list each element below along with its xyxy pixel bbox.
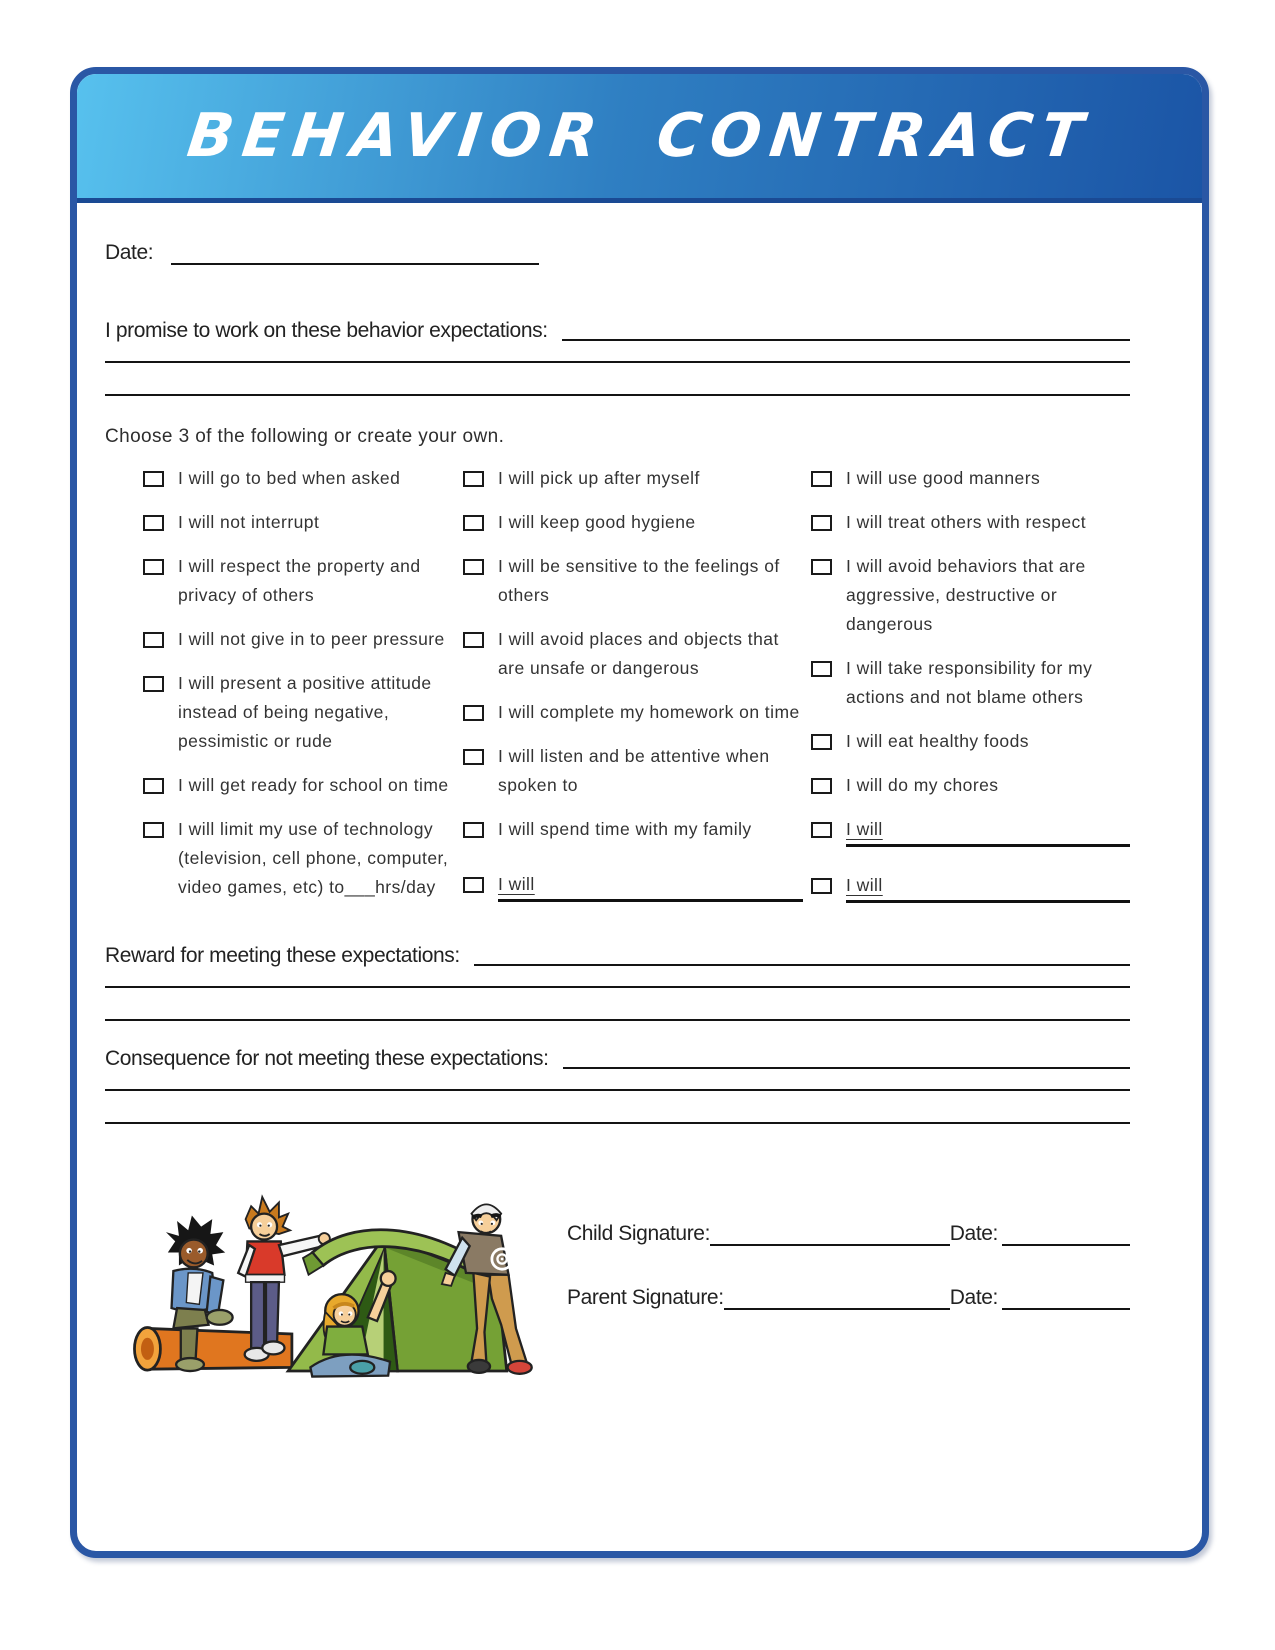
- reward-row: [105, 944, 1130, 968]
- checkbox-column-2: [463, 464, 803, 918]
- checkbox[interactable]: [463, 877, 484, 893]
- promise-input-line-3[interactable]: [105, 394, 1130, 396]
- checkbox-item-label: I will spend time with my family: [498, 819, 752, 839]
- checkbox-item-write-in: [811, 871, 1130, 903]
- reward-label: Reward for meeting these expectations:: [105, 944, 460, 967]
- checkbox[interactable]: [463, 632, 484, 648]
- parent-signature-line[interactable]: [724, 1286, 950, 1310]
- checkbox-item-label: I will respect the property and privacy of others: [178, 556, 421, 605]
- checkbox-item-label: I will limit my use of technology (television, cell phone, computer, video games, etc) to___hrs/day: [178, 819, 449, 897]
- checkbox-item: [463, 464, 803, 493]
- parent-date-label: Date:: [949, 1286, 998, 1309]
- checkbox-item: [811, 654, 1130, 712]
- kids-camping-illustration: [105, 1132, 557, 1384]
- child-signature-label: Child Signature:: [567, 1222, 711, 1245]
- checkbox[interactable]: [811, 661, 832, 677]
- checkbox-item-label: I will treat others with respect: [846, 512, 1087, 532]
- consequence-input-line-3[interactable]: [105, 1122, 1130, 1124]
- checkbox-item: [143, 552, 455, 610]
- checkbox-item-label: I will get ready for school on time: [178, 775, 449, 795]
- reward-input-line-2[interactable]: [105, 986, 1130, 988]
- child-signature-line[interactable]: [710, 1222, 950, 1246]
- date-input-line[interactable]: [171, 239, 539, 265]
- checkbox-item: [143, 508, 455, 537]
- checkbox-item: [811, 771, 1130, 800]
- checkbox-item-label: I will go to bed when asked: [178, 468, 401, 488]
- checkbox-item: [811, 552, 1130, 639]
- checkbox-item: [463, 698, 803, 727]
- child-date-label: Date:: [949, 1222, 998, 1245]
- page-title: BEHAVIOR CONTRACT: [183, 101, 1096, 171]
- checkbox-item: [143, 771, 455, 800]
- signature-section: [105, 1132, 1130, 1384]
- checkbox[interactable]: [463, 705, 484, 721]
- checkbox-item-label: I will use good manners: [846, 468, 1041, 488]
- checkbox-item-label: I will take responsibility for my actions and not blame others: [846, 658, 1093, 707]
- checkbox-column-3: [811, 464, 1130, 918]
- checkbox[interactable]: [143, 471, 164, 487]
- checkbox-item: [463, 815, 803, 844]
- checkbox-column-1: [143, 464, 455, 918]
- checkbox-item: [811, 464, 1130, 493]
- parent-date-line[interactable]: [1002, 1286, 1130, 1310]
- parent-signature-row: [567, 1286, 1130, 1310]
- child-signature-row: [567, 1222, 1130, 1246]
- checkbox-item-label: I will eat healthy foods: [846, 731, 1029, 751]
- checkbox[interactable]: [143, 559, 164, 575]
- checkbox[interactable]: [811, 515, 832, 531]
- checkbox[interactable]: [811, 778, 832, 794]
- checkbox-item-label: I will: [846, 875, 883, 895]
- promise-row: [105, 319, 1130, 343]
- checkbox-item-label: I will present a positive attitude instead of being negative, pessimistic or rude: [178, 673, 432, 751]
- promise-label: I promise to work on these behavior expectations:: [105, 319, 548, 342]
- checkbox[interactable]: [463, 471, 484, 487]
- checkbox-item-write-in: [811, 815, 1130, 847]
- checkbox-item: [143, 625, 455, 654]
- checkbox[interactable]: [463, 559, 484, 575]
- checkbox-item: [811, 508, 1130, 537]
- reward-input-line[interactable]: [474, 964, 1130, 966]
- checkbox-list: [105, 464, 1130, 918]
- reward-input-line-3[interactable]: [105, 1019, 1130, 1021]
- checkbox-item: [143, 815, 455, 902]
- checkbox-item-label: I will listen and be attentive when spoken to: [498, 746, 770, 795]
- promise-input-line[interactable]: [562, 339, 1130, 341]
- checkbox[interactable]: [143, 515, 164, 531]
- checkbox-item-label: I will avoid behaviors that are aggressive, destructive or dangerous: [846, 556, 1086, 634]
- parent-signature-label: Parent Signature:: [567, 1286, 724, 1309]
- checkbox-item-label: I will avoid places and objects that are unsafe or dangerous: [498, 629, 779, 678]
- checkbox-item-label: I will keep good hygiene: [498, 512, 696, 532]
- write-in-line[interactable]: [846, 871, 1130, 903]
- consequence-label: Consequence for not meeting these expectations:: [105, 1047, 549, 1070]
- checkbox[interactable]: [811, 822, 832, 838]
- checkbox-item-label: I will pick up after myself: [498, 468, 700, 488]
- checkbox-item: [143, 669, 455, 756]
- consequence-input-line-2[interactable]: [105, 1089, 1130, 1091]
- checkbox[interactable]: [143, 676, 164, 692]
- checkbox[interactable]: [143, 778, 164, 794]
- checkbox-item-label: I will: [846, 819, 883, 839]
- promise-input-line-2[interactable]: [105, 361, 1130, 363]
- checkbox[interactable]: [463, 515, 484, 531]
- kids-setting-up-tent-image: [105, 1134, 551, 1384]
- title-banner: [77, 74, 1202, 203]
- checkbox[interactable]: [143, 822, 164, 838]
- checkbox-item: [463, 552, 803, 610]
- checkbox-item-label: I will complete my homework on time: [498, 702, 800, 722]
- date-label: Date:: [105, 241, 154, 264]
- checkbox[interactable]: [811, 559, 832, 575]
- consequence-input-line[interactable]: [563, 1067, 1131, 1069]
- checkbox-item-label: I will: [498, 874, 535, 894]
- checkbox-item-label: I will be sensitive to the feelings of others: [498, 556, 780, 605]
- checkbox[interactable]: [811, 878, 832, 894]
- checkbox-item: [463, 742, 803, 800]
- checkbox-item: [811, 727, 1130, 756]
- checkbox-item: [143, 464, 455, 493]
- consequence-row: [105, 1047, 1130, 1071]
- checkbox[interactable]: [811, 471, 832, 487]
- checkbox[interactable]: [143, 632, 164, 648]
- checkbox-item-label: I will not give in to peer pressure: [178, 629, 445, 649]
- checkbox-item: [463, 625, 803, 683]
- checkbox-item-label: I will not interrupt: [178, 512, 320, 532]
- checkbox[interactable]: [463, 749, 484, 765]
- checkbox-item-label: I will do my chores: [846, 775, 999, 795]
- choose-instruction: Choose 3 of the following or create your own.: [105, 426, 505, 447]
- date-field-row: [105, 239, 1130, 265]
- checkbox[interactable]: [463, 822, 484, 838]
- checkbox[interactable]: [811, 734, 832, 750]
- checkbox-item-write-in: [463, 870, 803, 902]
- page-frame: [70, 67, 1209, 1558]
- write-in-line[interactable]: [498, 870, 803, 902]
- write-in-line[interactable]: [846, 815, 1130, 847]
- child-date-line[interactable]: [1002, 1222, 1130, 1246]
- signature-fields: [557, 1132, 1130, 1384]
- checkbox-item: [463, 508, 803, 537]
